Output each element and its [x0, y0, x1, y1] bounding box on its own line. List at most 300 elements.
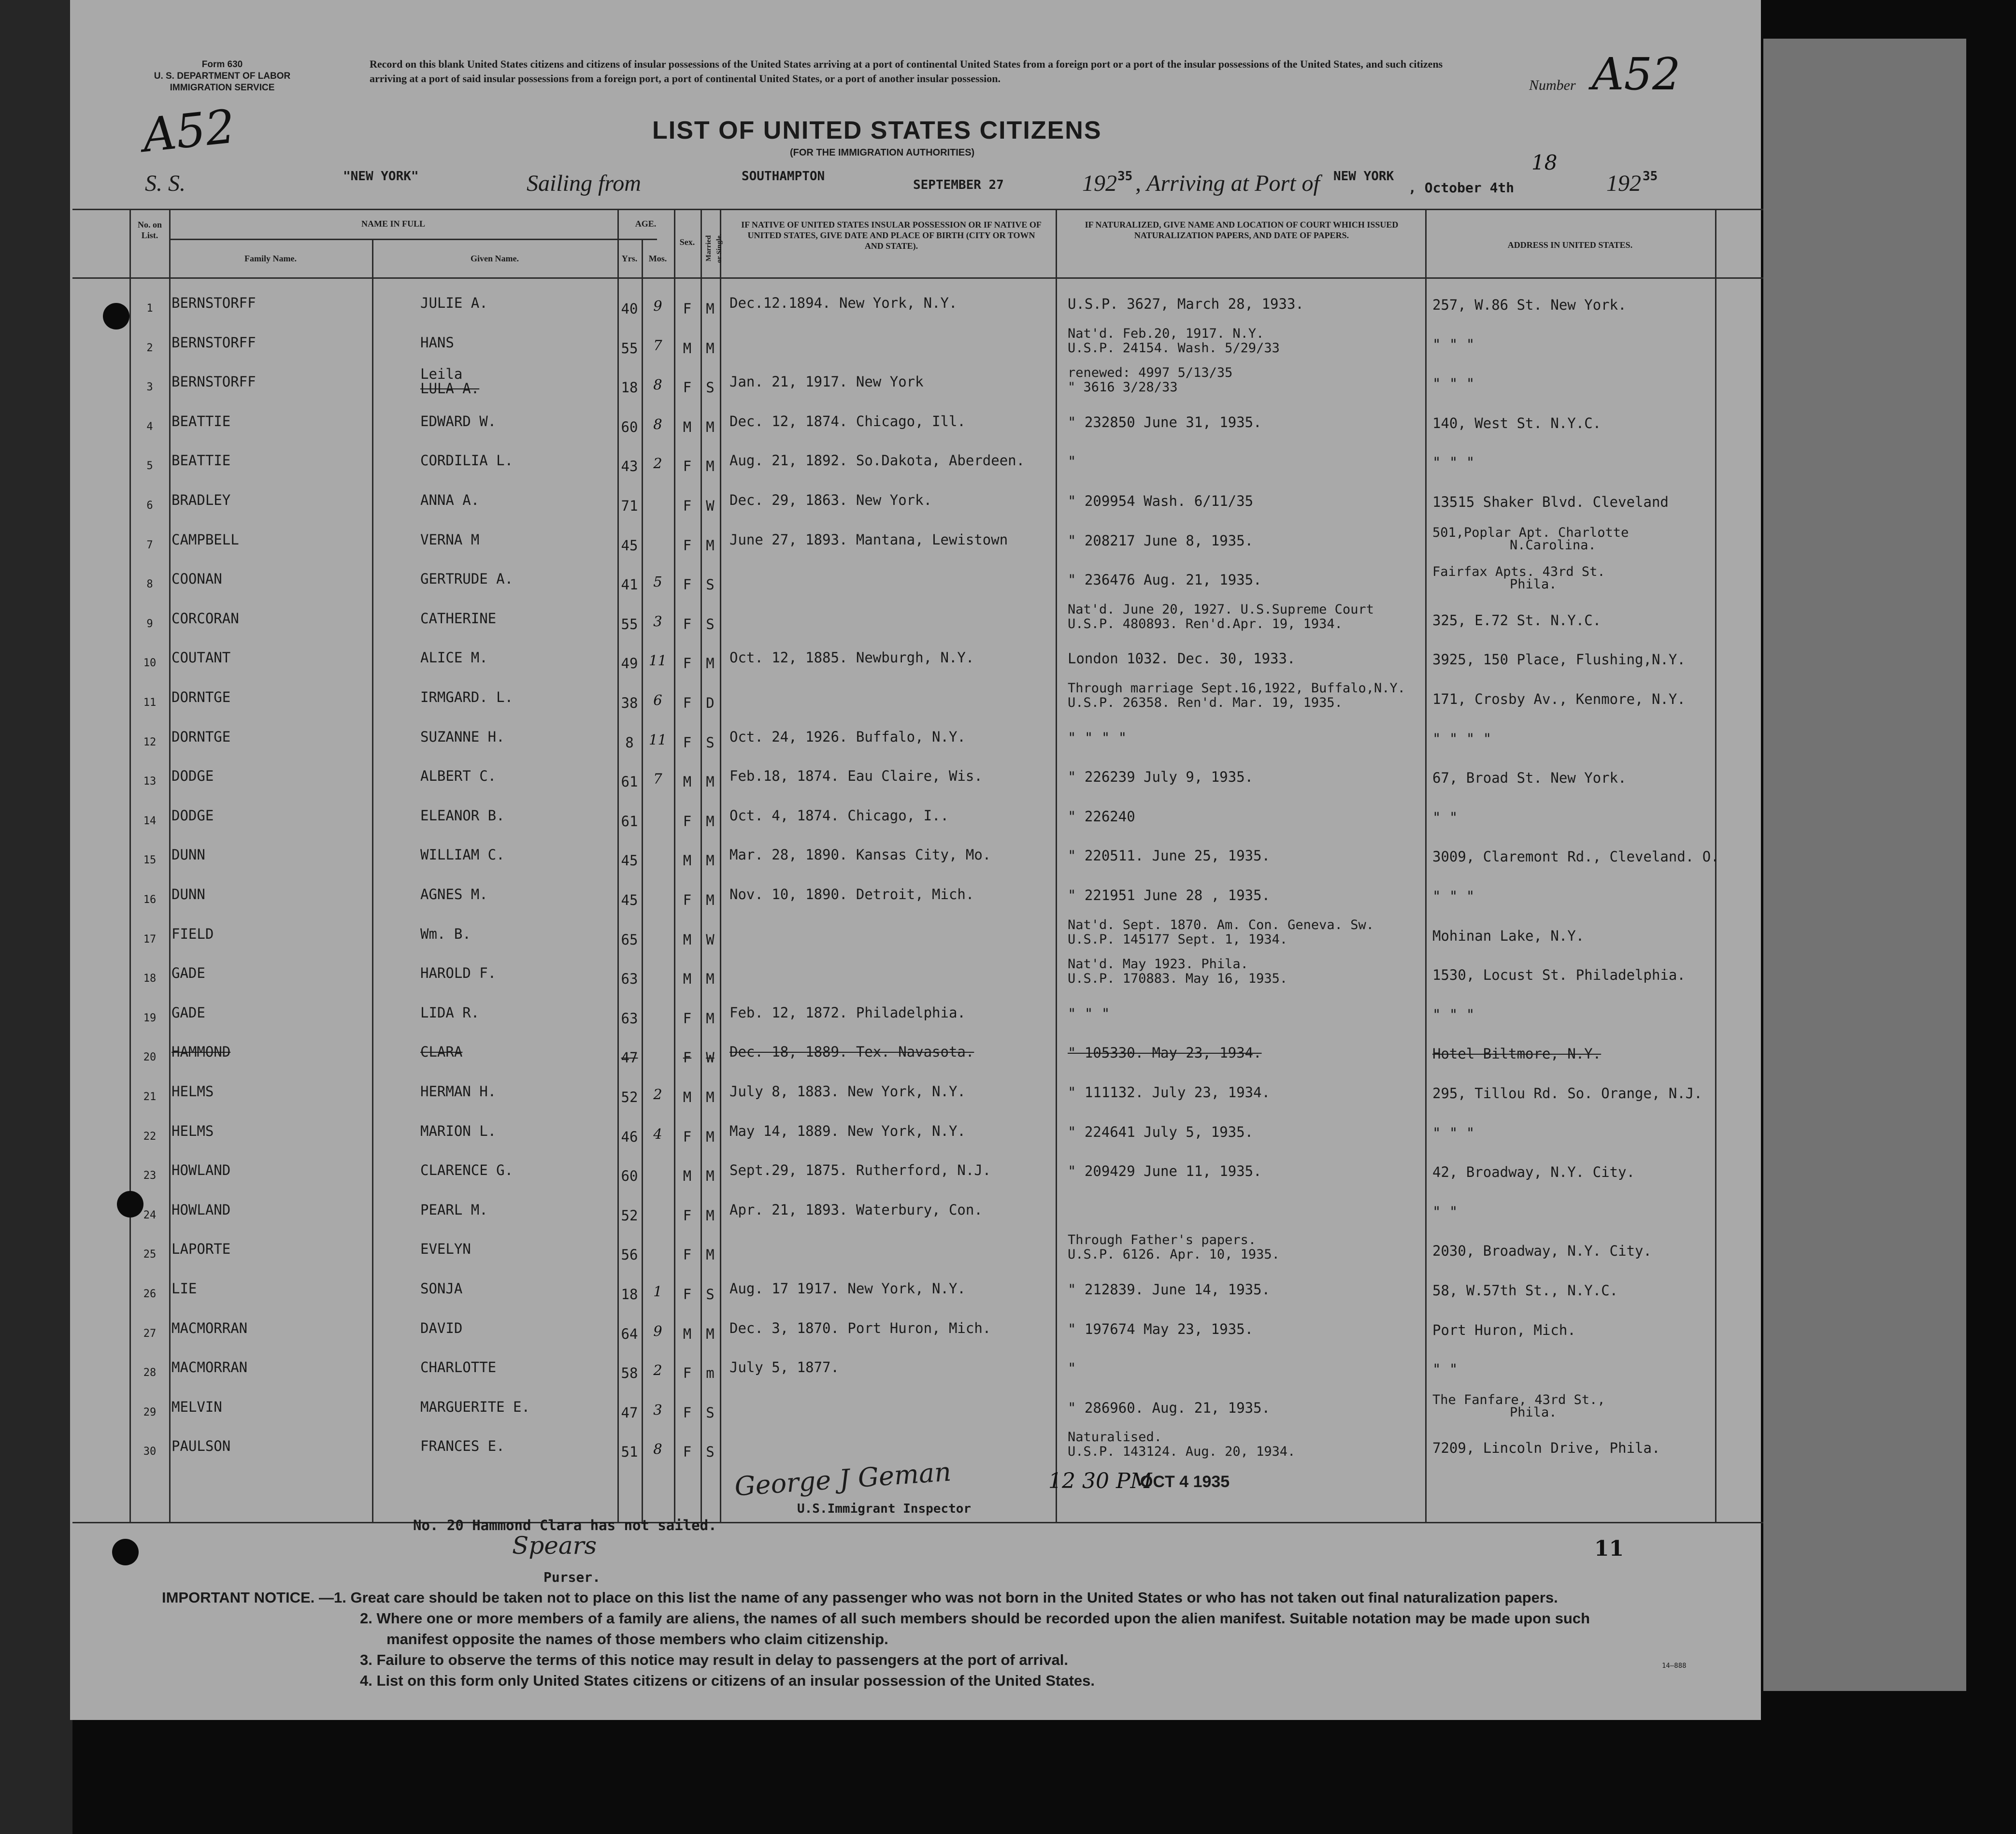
given-name: PEARL M. — [420, 1201, 488, 1218]
birth-date-place: Oct. 24, 1926. Buffalo, N.Y. — [729, 728, 966, 745]
age-years: 45 — [621, 852, 638, 869]
sex: F — [683, 1365, 692, 1382]
age-years: 18 — [621, 379, 638, 396]
sex: F — [683, 655, 692, 672]
age-months: 8 — [653, 416, 662, 432]
table-row — [72, 1311, 1763, 1350]
row-number: 1 — [146, 302, 153, 315]
table-row — [72, 917, 1763, 956]
given-name: EDWARD W. — [420, 413, 497, 430]
age-months: 4 — [653, 1125, 662, 1142]
age-months: 9 — [653, 298, 662, 314]
row-number: 26 — [143, 1288, 157, 1300]
sex: M — [683, 971, 692, 988]
age-months: 1 — [653, 1283, 662, 1300]
sex: M — [683, 1325, 692, 1342]
address-line-1: 501,Poplar Apt. Charlotte — [1432, 525, 1629, 540]
age-years: 46 — [621, 1128, 638, 1145]
naturalization-line-1: " " " " — [1068, 729, 1127, 746]
marital-status: S — [706, 379, 715, 396]
given-name: IRMGARD. L. — [420, 689, 514, 705]
given-name: CLARENCE G. — [420, 1162, 514, 1179]
given-name: LIDA R. — [420, 1004, 480, 1021]
sex: F — [683, 1128, 692, 1145]
family-name: GADE — [172, 965, 205, 982]
given-name: VERNA M — [420, 531, 480, 548]
sex: M — [683, 931, 692, 948]
marital-status: M — [706, 852, 715, 869]
age-years: 71 — [621, 498, 638, 514]
naturalization-line-1: Nat'd. Feb.20, 1917. N.Y. — [1068, 326, 1264, 341]
year-prefix-1: 192 — [1082, 171, 1117, 196]
table-row — [72, 602, 1763, 641]
age-years: 45 — [621, 892, 638, 908]
naturalization-line-1: " 232850 June 31, 1935. — [1068, 414, 1262, 430]
naturalization-line-1: Nat'd. May 1923. Phila. — [1068, 957, 1248, 972]
table-row — [72, 641, 1763, 680]
naturalization-line-1: " — [1068, 1360, 1076, 1377]
row-number: 11 — [143, 697, 157, 709]
table-row — [72, 680, 1763, 719]
table-row — [72, 483, 1763, 522]
header-sex: Sex. — [679, 237, 695, 247]
naturalization-line-1: renewed: 4997 5/13/35 — [1068, 365, 1233, 381]
sex: F — [683, 537, 692, 554]
header-birth: IF NATIVE OF UNITED STATES INSULAR POSSESSION OR IF NATIVE OF UNITED STATES, GIVE DATE AND PLACE OF BIRTH (CITY OR TOWN AND STATE). — [741, 220, 1042, 251]
naturalization-line-1: London 1032. Dec. 30, 1933. — [1068, 650, 1296, 667]
given-name: MARGUERITE E. — [420, 1398, 530, 1415]
sex: M — [683, 1089, 692, 1105]
address-line-1: 7209, Lincoln Drive, Phila. — [1432, 1440, 1660, 1457]
address-line-1: " " — [1432, 809, 1458, 826]
address-line-1: Port Huron, Mich. — [1432, 1321, 1576, 1338]
row-number: 13 — [143, 775, 157, 788]
age-years: 45 — [621, 537, 638, 554]
birth-date-place: July 8, 1883. New York, N.Y. — [729, 1083, 966, 1100]
marital-status: S — [706, 576, 715, 593]
address-line-2: Phila. — [1510, 577, 1557, 592]
age-years: 64 — [621, 1325, 638, 1342]
family-name: HAMMOND — [172, 1044, 231, 1060]
table-row — [72, 365, 1763, 404]
marital-status: W — [706, 498, 715, 514]
age-years: 47 — [621, 1404, 638, 1421]
header-given-name: Given Name. — [471, 254, 519, 263]
naturalization-line-1: " — [1068, 453, 1076, 470]
age-months: 5 — [653, 573, 662, 590]
arriving-label: , Arriving at Port of — [1135, 171, 1320, 196]
family-name: LAPORTE — [172, 1241, 231, 1258]
table-row — [72, 1272, 1763, 1311]
given-name: ELEANOR B. — [420, 807, 505, 824]
family-name: CORCORAN — [172, 610, 239, 627]
inspector-title: U.S.Immigrant Inspector — [797, 1502, 972, 1516]
age-months: 6 — [653, 692, 662, 708]
family-name: BERNSTORFF — [172, 334, 256, 351]
birth-date-place: May 14, 1889. New York, N.Y. — [729, 1122, 966, 1139]
birth-date-place: Oct. 4, 1874. Chicago, I.. — [729, 807, 949, 824]
family-name: BERNSTORFF — [172, 373, 256, 390]
marital-status: S — [706, 734, 715, 751]
address-line-1: " " " — [1432, 375, 1475, 392]
naturalization-line-1: " 197674 May 23, 1935. — [1068, 1320, 1254, 1337]
address-line-1: 325, E.72 St. N.Y.C. — [1432, 612, 1601, 629]
age-years: 41 — [621, 576, 638, 593]
form-preamble: Record on this blank United States citizens and citizens of insular possessions of the United States arriving at a port of continental United States from a foreign port or a port of the insular possessions of the United States, and such citizens arriving at a port of said insular possessions from a foreign port, a port of continental United States, or a port of another insular possession. — [370, 58, 1443, 85]
naturalization-line-1: " 221951 June 28 , 1935. — [1068, 887, 1271, 903]
marital-status: M — [706, 1247, 715, 1263]
given-name: Leila — [420, 366, 463, 383]
table-row — [72, 286, 1763, 325]
given-name: GERTRUDE A. — [420, 571, 514, 587]
address-line-1: 13515 Shaker Blvd. Cleveland — [1432, 494, 1669, 510]
age-years: 49 — [621, 655, 638, 672]
table-row — [72, 996, 1763, 1035]
birth-date-place: Feb.18, 1874. Eau Claire, Wis. — [729, 768, 983, 785]
row-number: 12 — [143, 736, 157, 748]
given-name: HANS — [420, 334, 454, 351]
binder-hole — [103, 303, 129, 330]
passenger-table — [72, 209, 1763, 1523]
age-years: 18 — [621, 1286, 638, 1303]
marital-status: W — [706, 931, 715, 948]
address-line-1: 42, Broadway, N.Y. City. — [1432, 1164, 1635, 1181]
naturalization-line-1: " 226240 — [1068, 808, 1135, 825]
row-number: 24 — [143, 1209, 157, 1221]
address-line-1: 3925, 150 Place, Flushing,N.Y. — [1432, 651, 1686, 668]
arrival-date-correction: 18 — [1531, 151, 1558, 174]
sex: F — [683, 695, 692, 711]
binder-hole — [117, 1191, 143, 1218]
year-suffix-2: 35 — [1643, 169, 1658, 184]
given-name: JULIE A. — [420, 295, 488, 311]
naturalization-line-2: U.S.P. 480893. Ren'd.Apr. 19, 1934. — [1068, 616, 1343, 631]
family-name: HOWLAND — [172, 1201, 231, 1218]
notice-2-cont: manifest opposite the names of those members who claim citizenship. — [386, 1631, 888, 1648]
naturalization-line-1: " 209954 Wash. 6/11/35 — [1068, 493, 1254, 509]
age-years: 63 — [621, 1010, 638, 1027]
age-months: 11 — [649, 731, 667, 748]
birth-date-place: Sept.29, 1875. Rutherford, N.J. — [729, 1162, 991, 1179]
family-name: DODGE — [172, 807, 214, 824]
row-number: 27 — [143, 1327, 157, 1340]
naturalization-line-2: U.S.P. 170883. May 16, 1935. — [1068, 971, 1288, 987]
naturalization-line-1: " 212839. June 14, 1935. — [1068, 1281, 1271, 1298]
address-line-1: 1530, Locust St. Philadelphia. — [1432, 967, 1686, 984]
naturalization-line-1: " 224641 July 5, 1935. — [1068, 1123, 1254, 1140]
row-number: 25 — [143, 1248, 157, 1261]
adjacent-page-strip — [1763, 39, 1966, 1691]
row-number: 3 — [146, 381, 153, 394]
family-name: LIE — [172, 1280, 197, 1297]
sex: F — [683, 301, 692, 317]
row-number: 29 — [143, 1406, 157, 1418]
family-name: COONAN — [172, 571, 222, 587]
table-row — [72, 1153, 1763, 1192]
age-years: 60 — [621, 1168, 638, 1185]
given-name: Wm. B. — [420, 925, 471, 942]
row-number: 28 — [143, 1367, 157, 1379]
age-years: 63 — [621, 971, 638, 988]
inspector-time: 12 30 PM — [1048, 1469, 1152, 1493]
birth-date-place: Feb. 12, 1872. Philadelphia. — [729, 1004, 966, 1021]
address-line-1: 67, Broad St. New York. — [1432, 770, 1627, 787]
given-name: CLARA — [420, 1044, 463, 1060]
row-number: 22 — [143, 1130, 157, 1143]
age-months: 3 — [653, 613, 662, 630]
family-name: PAULSON — [172, 1438, 231, 1455]
age-months: 9 — [653, 1322, 662, 1339]
inspector-signature: George J Geman — [733, 1456, 952, 1502]
family-name: HELMS — [172, 1083, 214, 1100]
birth-date-place: Dec. 3, 1870. Port Huron, Mich. — [729, 1319, 991, 1336]
given-name: ANNA A. — [420, 492, 480, 508]
notice-1: —1. Great care should be taken not to place on this list the name of any passenger who was not born in the United States or who has not taken out final naturalization papers. — [319, 1589, 1558, 1606]
address-line-1: " " " — [1432, 336, 1475, 353]
birth-date-place: Mar. 28, 1890. Kansas City, Mo. — [729, 846, 991, 863]
header-married-single: Married or Single. — [705, 233, 723, 263]
family-name: MACMORRAN — [172, 1319, 248, 1336]
table-row — [72, 877, 1763, 917]
address-line-2: N.Carolina. — [1510, 537, 1596, 553]
marital-status: M — [706, 1128, 715, 1145]
family-name: GADE — [172, 1004, 205, 1021]
not-sailed-note: No. 20 Hammond Clara has not sailed. — [413, 1517, 717, 1533]
family-name: DODGE — [172, 768, 214, 785]
birth-date-place: Oct. 12, 1885. Newburgh, N.Y. — [729, 649, 974, 666]
age-years: 51 — [621, 1444, 638, 1461]
table-row — [72, 720, 1763, 759]
marital-status: M — [706, 813, 715, 830]
given-name: CATHERINE — [420, 610, 497, 627]
naturalization-line-2: U.S.P. 26358. Ren'd. Mar. 19, 1935. — [1068, 695, 1343, 710]
header-years: Yrs. — [621, 254, 638, 263]
age-months: 2 — [653, 455, 662, 472]
given-name: FRANCES E. — [420, 1438, 505, 1455]
sex: F — [683, 813, 692, 830]
sex: F — [683, 1404, 692, 1421]
address-line-1: " " " — [1432, 888, 1475, 904]
age-years: 8 — [625, 734, 634, 751]
naturalization-line-2: " 3616 3/28/33 — [1068, 380, 1178, 395]
department-name: U. S. DEPARTMENT OF LABOR — [154, 71, 291, 81]
page-subtitle: (FOR THE IMMIGRATION AUTHORITIES) — [790, 147, 975, 158]
marital-status: M — [706, 774, 715, 790]
age-months: 8 — [653, 1441, 662, 1458]
marital-status: M — [706, 971, 715, 988]
age-years: 61 — [621, 813, 638, 830]
sex: F — [683, 1286, 692, 1303]
marital-status: W — [706, 1049, 715, 1066]
marital-status: M — [706, 301, 715, 317]
row-number: 2 — [146, 342, 153, 354]
sex: M — [683, 418, 692, 435]
table-row — [72, 1350, 1763, 1390]
sex: F — [683, 1010, 692, 1027]
row-number: 16 — [143, 894, 157, 906]
form-identity — [143, 59, 302, 94]
header-months: Mos. — [648, 254, 667, 263]
address-line-1: " " " — [1432, 454, 1475, 471]
page-number: 11 — [1594, 1536, 1624, 1561]
row-number: 5 — [146, 460, 153, 473]
row-number: 15 — [143, 854, 157, 867]
address-line-1: " " " " — [1432, 730, 1492, 747]
naturalization-line-2: U.S.P. 145177 Sept. 1, 1934. — [1068, 931, 1288, 947]
row-number: 20 — [143, 1051, 157, 1064]
family-name: BERNSTORFF — [172, 295, 256, 311]
marital-status: S — [706, 1404, 715, 1421]
marital-status: S — [706, 1286, 715, 1303]
form-number: Form 630 — [201, 59, 243, 70]
header-family-name: Family Name. — [244, 254, 297, 263]
family-name: DUNN — [172, 886, 205, 903]
notice-3: 3. Failure to observe the terms of this notice may result in delay to passengers at the port of arrival. — [360, 1651, 1069, 1668]
birth-date-place: Jan. 21, 1917. New York — [729, 373, 924, 390]
sex: F — [683, 1049, 692, 1066]
marital-status: M — [706, 655, 715, 672]
binder-hole — [112, 1539, 139, 1565]
table-row — [72, 444, 1763, 483]
table-row — [72, 523, 1763, 562]
table-row — [72, 759, 1763, 798]
naturalization-line-1: " 220511. June 25, 1935. — [1068, 847, 1271, 864]
naturalization-line-1: " 111132. July 23, 1934. — [1068, 1084, 1271, 1101]
row-number: 23 — [143, 1170, 157, 1182]
naturalization-line-1: U.S.P. 3627, March 28, 1933. — [1068, 296, 1304, 312]
marital-status: M — [706, 1325, 715, 1342]
birth-date-place: July 5, 1877. — [729, 1359, 839, 1376]
sex: F — [683, 616, 692, 632]
row-number: 9 — [146, 617, 153, 630]
marital-status: M — [706, 340, 715, 357]
header-naturalized: IF NATURALIZED, GIVE NAME AND LOCATION OF COURT WHICH ISSUED NATURALIZATION PAPERS, AND DATE OF PAPERS. — [1085, 220, 1399, 240]
given-name: ALBERT C. — [420, 768, 497, 785]
number-value: A52 — [1592, 48, 1681, 100]
table-row — [72, 1035, 1763, 1074]
sex: M — [683, 774, 692, 790]
address-line-1: 140, West St. N.Y.C. — [1432, 415, 1601, 431]
age-years: 43 — [621, 458, 638, 475]
sex: M — [683, 1168, 692, 1185]
naturalization-line-1: " " " — [1068, 1005, 1110, 1022]
address-line-1: " " " — [1432, 1124, 1475, 1141]
naturalization-line-1: " 208217 June 8, 1935. — [1068, 532, 1254, 549]
age-years: 61 — [621, 774, 638, 790]
row-number: 4 — [146, 420, 153, 433]
notice-2: 2. Where one or more members of a family are aliens, the names of all such members should be recorded upon the alien manifest. Suitable notation may be made upon such — [360, 1610, 1590, 1627]
table-row — [72, 562, 1763, 601]
inspection-stamp-date: OCT 4 1935 — [1140, 1473, 1230, 1491]
page-title: LIST OF UNITED STATES CITIZENS — [652, 116, 1102, 144]
age-years: 58 — [621, 1365, 638, 1382]
naturalization-line-1: " 105330. May 23, 1934. — [1068, 1045, 1262, 1061]
address-line-1: 171, Crosby Av., Kenmore, N.Y. — [1432, 691, 1686, 707]
address-line-1: " " — [1432, 1361, 1458, 1378]
birth-date-place: Dec. 12, 1874. Chicago, Ill. — [729, 413, 966, 430]
marital-status: D — [706, 695, 715, 711]
birth-date-place: Nov. 10, 1890. Detroit, Mich. — [729, 886, 974, 903]
naturalization-line-1: " 226239 July 9, 1935. — [1068, 769, 1254, 786]
service-name: IMMIGRATION SERVICE — [170, 83, 275, 93]
given-name: WILLIAM C. — [420, 846, 505, 863]
address-line-1: 58, W.57th St., N.Y.C. — [1432, 1282, 1618, 1299]
marital-status: M — [706, 1010, 715, 1027]
purser-signature: Spears — [512, 1532, 597, 1560]
sex: F — [683, 1444, 692, 1461]
table-row — [72, 1114, 1763, 1153]
header-age: AGE. — [635, 219, 657, 229]
family-name: BEATTIE — [172, 452, 231, 469]
departure-port: SOUTHAMPTON — [742, 169, 825, 184]
ship-name: "NEW YORK" — [343, 169, 419, 184]
marital-status: M — [706, 458, 715, 475]
row-number: 10 — [143, 657, 157, 670]
age-years: 47 — [621, 1049, 638, 1066]
table-row — [72, 326, 1763, 365]
age-years: 40 — [621, 301, 638, 317]
address-line-2: Phila. — [1510, 1404, 1557, 1420]
table-row — [72, 1232, 1763, 1271]
naturalization-line-1: Through marriage Sept.16,1922, Buffalo,N.Y. — [1068, 681, 1405, 696]
sex: F — [683, 379, 692, 396]
given-name: DAVID — [420, 1319, 463, 1336]
age-months: 3 — [653, 1401, 662, 1418]
family-name: FIELD — [172, 925, 214, 942]
naturalization-line-1: " 236476 Aug. 21, 1935. — [1068, 572, 1262, 588]
naturalization-line-1: " 286960. Aug. 21, 1935. — [1068, 1399, 1271, 1416]
year-prefix-2: 192 — [1606, 171, 1641, 196]
marital-status: M — [706, 892, 715, 908]
address-line-1: Fairfax Apts. 43rd St. — [1432, 564, 1605, 580]
row-number: 17 — [143, 933, 157, 946]
table-row — [72, 956, 1763, 995]
given-name-struck: LULA A. — [420, 380, 480, 397]
naturalization-line-1: Nat'd. Sept. 1870. Am. Con. Geneva. Sw. — [1068, 917, 1374, 932]
margin-note: A52 — [140, 99, 238, 163]
scan-left-edge — [0, 0, 72, 1834]
row-number: 19 — [143, 1012, 157, 1024]
marital-status: M — [706, 1089, 715, 1105]
family-name: DORNTGE — [172, 689, 231, 705]
given-name: MARION L. — [420, 1122, 497, 1139]
sailing-date: SEPTEMBER 27 — [913, 178, 1004, 192]
arrival-date: , October 4th — [1408, 180, 1515, 196]
table-row — [72, 838, 1763, 877]
address-line-1: 2030, Broadway, N.Y. City. — [1432, 1243, 1652, 1260]
marital-status: M — [706, 1168, 715, 1185]
age-years: 38 — [621, 695, 638, 711]
address-line-1: 257, W.86 St. New York. — [1432, 297, 1627, 313]
sex: F — [683, 498, 692, 514]
sex: F — [683, 892, 692, 908]
address-line-1: Hotel Biltmore, N.Y. — [1432, 1046, 1601, 1062]
naturalization-line-1: " 209429 June 11, 1935. — [1068, 1163, 1262, 1180]
sex: F — [683, 734, 692, 751]
family-name: MELVIN — [172, 1398, 222, 1415]
age-months: 11 — [649, 652, 667, 669]
age-months: 2 — [653, 1362, 662, 1379]
address-line-1: Mohinan Lake, N.Y. — [1432, 927, 1585, 944]
age-years: 60 — [621, 418, 638, 435]
row-number: 6 — [146, 500, 153, 512]
given-name: SONJA — [420, 1280, 463, 1297]
naturalization-line-1: Naturalised. — [1068, 1430, 1162, 1445]
given-name: ALICE M. — [420, 649, 488, 666]
age-months: 2 — [653, 1086, 662, 1103]
marital-status: S — [706, 1444, 715, 1461]
birth-date-place: Dec. 18, 1889. Tex. Navasota. — [729, 1044, 974, 1060]
